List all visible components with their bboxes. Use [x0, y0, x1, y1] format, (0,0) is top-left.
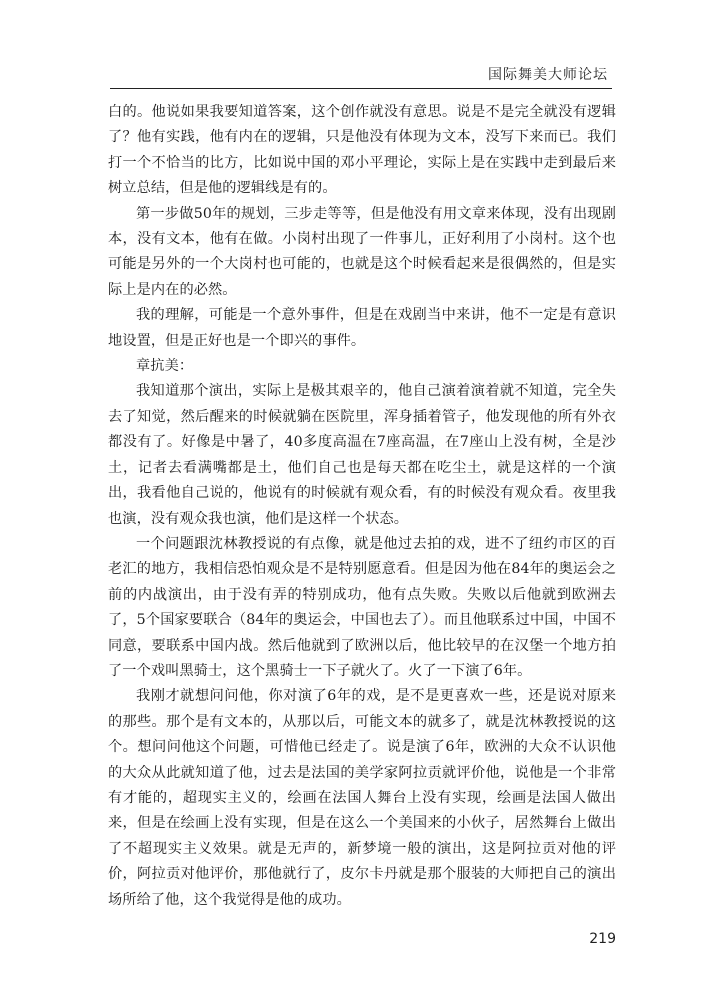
header-title: 国际舞美大师论坛 — [488, 67, 608, 83]
body-text — [108, 100, 616, 913]
running-header — [110, 62, 612, 89]
speaker-label: 章抗美： — [136, 358, 194, 375]
paragraph: 第一步做50年的规划，三步走等等，但是他没有用文章来体现，没有出现剧本，没有文本，他有在做。小岗村出现了一件事儿，正好利用了小岗村。这个也可能是另外的一个大岗村也可能的，也就是这个时候看起来是很偶然的，但是实际上是内在的必然。 — [108, 205, 616, 298]
paragraph: 我知道那个演出，实际上是极其艰辛的，他自己演着演着就不知道，完全失去了知觉，然后醒来的时候就躺在医院里，浑身插着管子，他发现他的所有外衣都没有了。好像是中暑了，40多度高温在7座高温，在7座山上没有树，全是沙土，记者去看满嘴都是土，他们自己也是每天都在吃尘土，就是这样的一个演出，我看他自己说的，他说有的时候就有观众看，有的时候没有观众看。夜里我也演，没有观众我也演，他们是这样一个状态。 — [108, 383, 616, 527]
page-number: 219 — [589, 931, 616, 947]
paragraph: 白的。他说如果我要知道答案，这个创作就没有意思。说是不是完全就没有逻辑了？他有实践，他有内在的逻辑，只是他没有体现为文本，没写下来而已。我们打一个不恰当的比方，比如说中国的邓小平理论，实际上是在实践中走到最后来树立总结，但是他的逻辑线是有的。 — [108, 104, 616, 197]
paragraph: 我的理解，可能是一个意外事件，但是在戏剧当中来讲，他不一定是有意识地设置，但是正好也是一个即兴的事件。 — [108, 307, 616, 349]
paragraph: 我刚才就想问问他，你对演了6年的戏，是不是更喜欢一些，还是说对原来的那些。那个是有文本的，从那以后，可能文本的就多了，就是沈林教授说的这个。想问问他这个问题，可惜他已经走了。说是演了6年，欧洲的大众不认识他的大众从此就知道了他，过去是法国的美学家阿拉贡就评价他，说他是一个非常有才能的，超现实主义的，绘画在法国人舞台上没有实现，绘画是法国人做出来，但是在绘画上没有实现，但是在这么一个美国来的小伙子，居然舞台上做出了不超现实主义效果。就是无声的，新梦境一般的演出，这是阿拉贡对他的评价，阿拉贡对他评价，那他就行了，皮尔卡丹就是那个服装的大师把自己的演出场所给了他，这个我觉得是他的成功。 — [108, 688, 616, 908]
paragraph: 一个问题跟沈林教授说的有点像，就是他过去拍的戏，进不了纽约市区的百老汇的地方，我相信恐怕观众是不是特别愿意看。但是因为他在84年的奥运会之前的内战演出，由于没有弄的特别成功，他有点失败。失败以后他就到欧洲去了，5个国家要联合（84年的奥运会，中国也去了）。而且他联系过中国，中国不同意，要联系中国内战。然后他就到了欧洲以后，他比较早的在汉堡一个地方拍了一个戏叫黑骑士，这个黑骑士一下子就火了。火了一下演了6年。 — [108, 535, 616, 679]
